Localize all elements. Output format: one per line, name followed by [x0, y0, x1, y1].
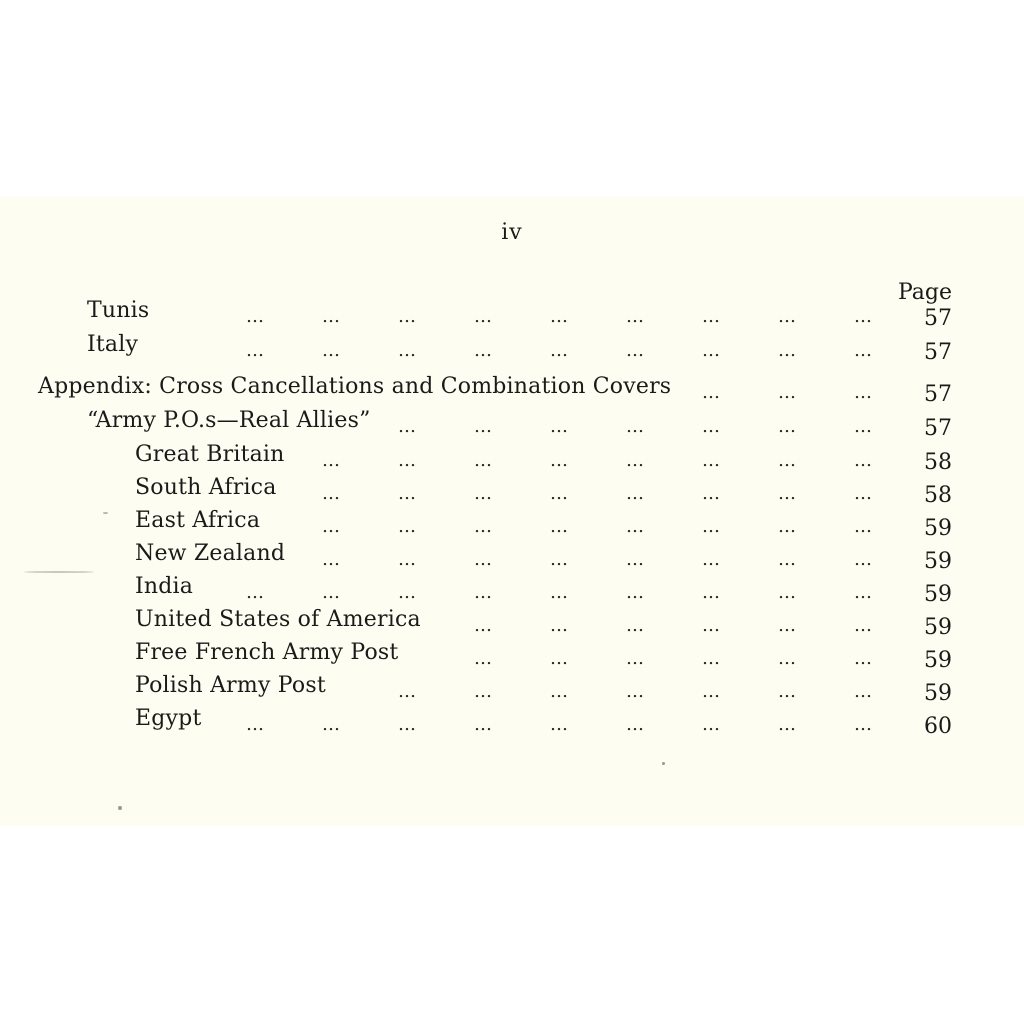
leader-dots: …: [702, 416, 722, 437]
leader-dots: …: [702, 549, 722, 570]
toc-entry: [0, 298, 1024, 330]
leader-dots: …: [702, 450, 722, 471]
leader-dots: …: [778, 416, 798, 437]
leader-dots: …: [398, 549, 418, 570]
toc-entry: [0, 640, 1024, 672]
leader-dots: …: [854, 615, 874, 636]
leader-dots: …: [474, 340, 494, 361]
leader-dots: …: [854, 681, 874, 702]
leader-dots: …: [854, 340, 874, 361]
leader-dots: …: [778, 681, 798, 702]
leader-dots: …: [702, 516, 722, 537]
leader-dots: …: [626, 416, 646, 437]
toc-entry-page: 57: [924, 306, 952, 331]
leader-dots: …: [474, 549, 494, 570]
leader-dots: …: [474, 648, 494, 669]
leader-dots: …: [322, 582, 342, 603]
book-page: [0, 196, 1024, 826]
toc-entry-title: East Africa: [135, 508, 261, 533]
toc-entry: [0, 374, 1024, 406]
leader-dots: …: [702, 648, 722, 669]
toc-entry: [0, 442, 1024, 474]
leader-dots: …: [398, 681, 418, 702]
page-column-heading: Page: [897, 280, 952, 305]
leader-dots: …: [854, 450, 874, 471]
toc-entry-title: Polish Army Post: [135, 673, 326, 698]
leader-dots: …: [398, 416, 418, 437]
leader-dots: …: [702, 582, 722, 603]
toc-entry-page: 60: [924, 714, 952, 739]
table-of-contents: [0, 196, 1024, 826]
leader-dots: …: [550, 549, 570, 570]
toc-entry: [0, 508, 1024, 540]
toc-entry: [0, 607, 1024, 639]
leader-dots: …: [550, 714, 570, 735]
leader-dots: …: [246, 714, 266, 735]
leader-dots: …: [246, 582, 266, 603]
toc-entry-page: 59: [924, 549, 952, 574]
leader-dots: …: [778, 714, 798, 735]
leader-dots: …: [550, 483, 570, 504]
leader-dots: …: [474, 416, 494, 437]
page-number: iv: [501, 220, 523, 245]
toc-entry-title: South Africa: [135, 475, 277, 500]
leader-dots: …: [778, 549, 798, 570]
leader-dots: …: [702, 681, 722, 702]
leader-dots: …: [854, 306, 874, 327]
leader-dots: …: [550, 516, 570, 537]
leader-dots: …: [626, 549, 646, 570]
leader-dots: …: [398, 516, 418, 537]
leader-dots: …: [398, 714, 418, 735]
toc-entry-page: 57: [924, 340, 952, 365]
leader-dots: …: [778, 450, 798, 471]
leader-dots: …: [854, 648, 874, 669]
leader-dots: …: [550, 306, 570, 327]
toc-entry-title: India: [135, 574, 194, 599]
leader-dots: …: [778, 582, 798, 603]
leader-dots: …: [854, 516, 874, 537]
leader-dots: …: [854, 382, 874, 403]
toc-entry-title: New Zealand: [135, 541, 286, 566]
leader-dots: …: [398, 582, 418, 603]
leader-dots: …: [778, 648, 798, 669]
leader-dots: …: [550, 450, 570, 471]
leader-dots: …: [322, 714, 342, 735]
leader-dots: …: [626, 483, 646, 504]
leader-dots: …: [626, 340, 646, 361]
leader-dots: …: [550, 340, 570, 361]
leader-dots: …: [322, 549, 342, 570]
toc-entry-title: Tunis: [87, 298, 150, 323]
leader-dots: …: [702, 615, 722, 636]
leader-dots: …: [474, 483, 494, 504]
toc-entry-title: Italy: [87, 332, 139, 357]
leader-dots: …: [626, 306, 646, 327]
leader-dots: …: [246, 306, 266, 327]
toc-entry-title: “Army P.O.s—Real Allies”: [87, 408, 371, 433]
leader-dots: …: [398, 450, 418, 471]
leader-dots: …: [778, 382, 798, 403]
leader-dots: …: [246, 340, 266, 361]
toc-entry: [0, 541, 1024, 573]
leader-dots: …: [474, 681, 494, 702]
leader-dots: …: [626, 516, 646, 537]
paper-speck: [662, 762, 665, 765]
toc-entry: [0, 673, 1024, 705]
leader-dots: …: [626, 450, 646, 471]
toc-entry-title: Great Britain: [135, 442, 285, 467]
paper-speck: [118, 806, 122, 810]
toc-entry: [0, 475, 1024, 507]
toc-entry: [0, 332, 1024, 364]
leader-dots: …: [626, 582, 646, 603]
toc-entry-page: 59: [924, 582, 952, 607]
leader-dots: …: [474, 516, 494, 537]
leader-dots: …: [550, 416, 570, 437]
leader-dots: …: [778, 483, 798, 504]
toc-entry-title: Egypt: [135, 706, 202, 731]
leader-dots: …: [778, 340, 798, 361]
toc-entry-page: 59: [924, 681, 952, 706]
leader-dots: …: [474, 306, 494, 327]
toc-entry-page: 57: [924, 382, 952, 407]
leader-dots: …: [550, 681, 570, 702]
leader-dots: …: [626, 615, 646, 636]
toc-entry: [0, 706, 1024, 738]
leader-dots: …: [778, 615, 798, 636]
leader-dots: …: [474, 615, 494, 636]
leader-dots: …: [778, 516, 798, 537]
toc-entry-page: 59: [924, 516, 952, 541]
leader-dots: …: [626, 714, 646, 735]
leader-dots: …: [322, 516, 342, 537]
leader-dots: …: [854, 549, 874, 570]
leader-dots: …: [474, 714, 494, 735]
leader-dots: …: [322, 450, 342, 471]
leader-dots: …: [626, 681, 646, 702]
leader-dots: …: [322, 340, 342, 361]
leader-dots: …: [702, 340, 722, 361]
leader-dots: …: [702, 483, 722, 504]
leader-dots: …: [398, 306, 418, 327]
leader-dots: …: [322, 483, 342, 504]
leader-dots: …: [702, 382, 722, 403]
toc-entry-title: Free French Army Post: [135, 640, 399, 665]
toc-entry-title: Appendix: Cross Cancellations and Combination Covers: [38, 374, 672, 399]
leader-dots: …: [550, 615, 570, 636]
leader-dots: …: [550, 582, 570, 603]
leader-dots: …: [854, 483, 874, 504]
leader-dots: …: [322, 306, 342, 327]
toc-entry-page: 58: [924, 450, 952, 475]
leader-dots: …: [398, 340, 418, 361]
toc-entry: [0, 574, 1024, 606]
toc-entry-page: 58: [924, 483, 952, 508]
toc-entry-page: 59: [924, 615, 952, 640]
leader-dots: …: [778, 306, 798, 327]
leader-dots: …: [854, 416, 874, 437]
leader-dots: …: [398, 483, 418, 504]
paper-speck: [24, 571, 94, 573]
leader-dots: …: [702, 306, 722, 327]
toc-entry-title: United States of America: [135, 607, 421, 632]
leader-dots: …: [474, 582, 494, 603]
toc-entry-page: 57: [924, 416, 952, 441]
leader-dots: …: [854, 714, 874, 735]
toc-entry: [0, 408, 1024, 440]
paper-speck: [103, 512, 108, 514]
leader-dots: …: [550, 648, 570, 669]
leader-dots: …: [854, 582, 874, 603]
toc-entry-page: 59: [924, 648, 952, 673]
leader-dots: …: [474, 450, 494, 471]
leader-dots: …: [702, 714, 722, 735]
leader-dots: …: [626, 648, 646, 669]
